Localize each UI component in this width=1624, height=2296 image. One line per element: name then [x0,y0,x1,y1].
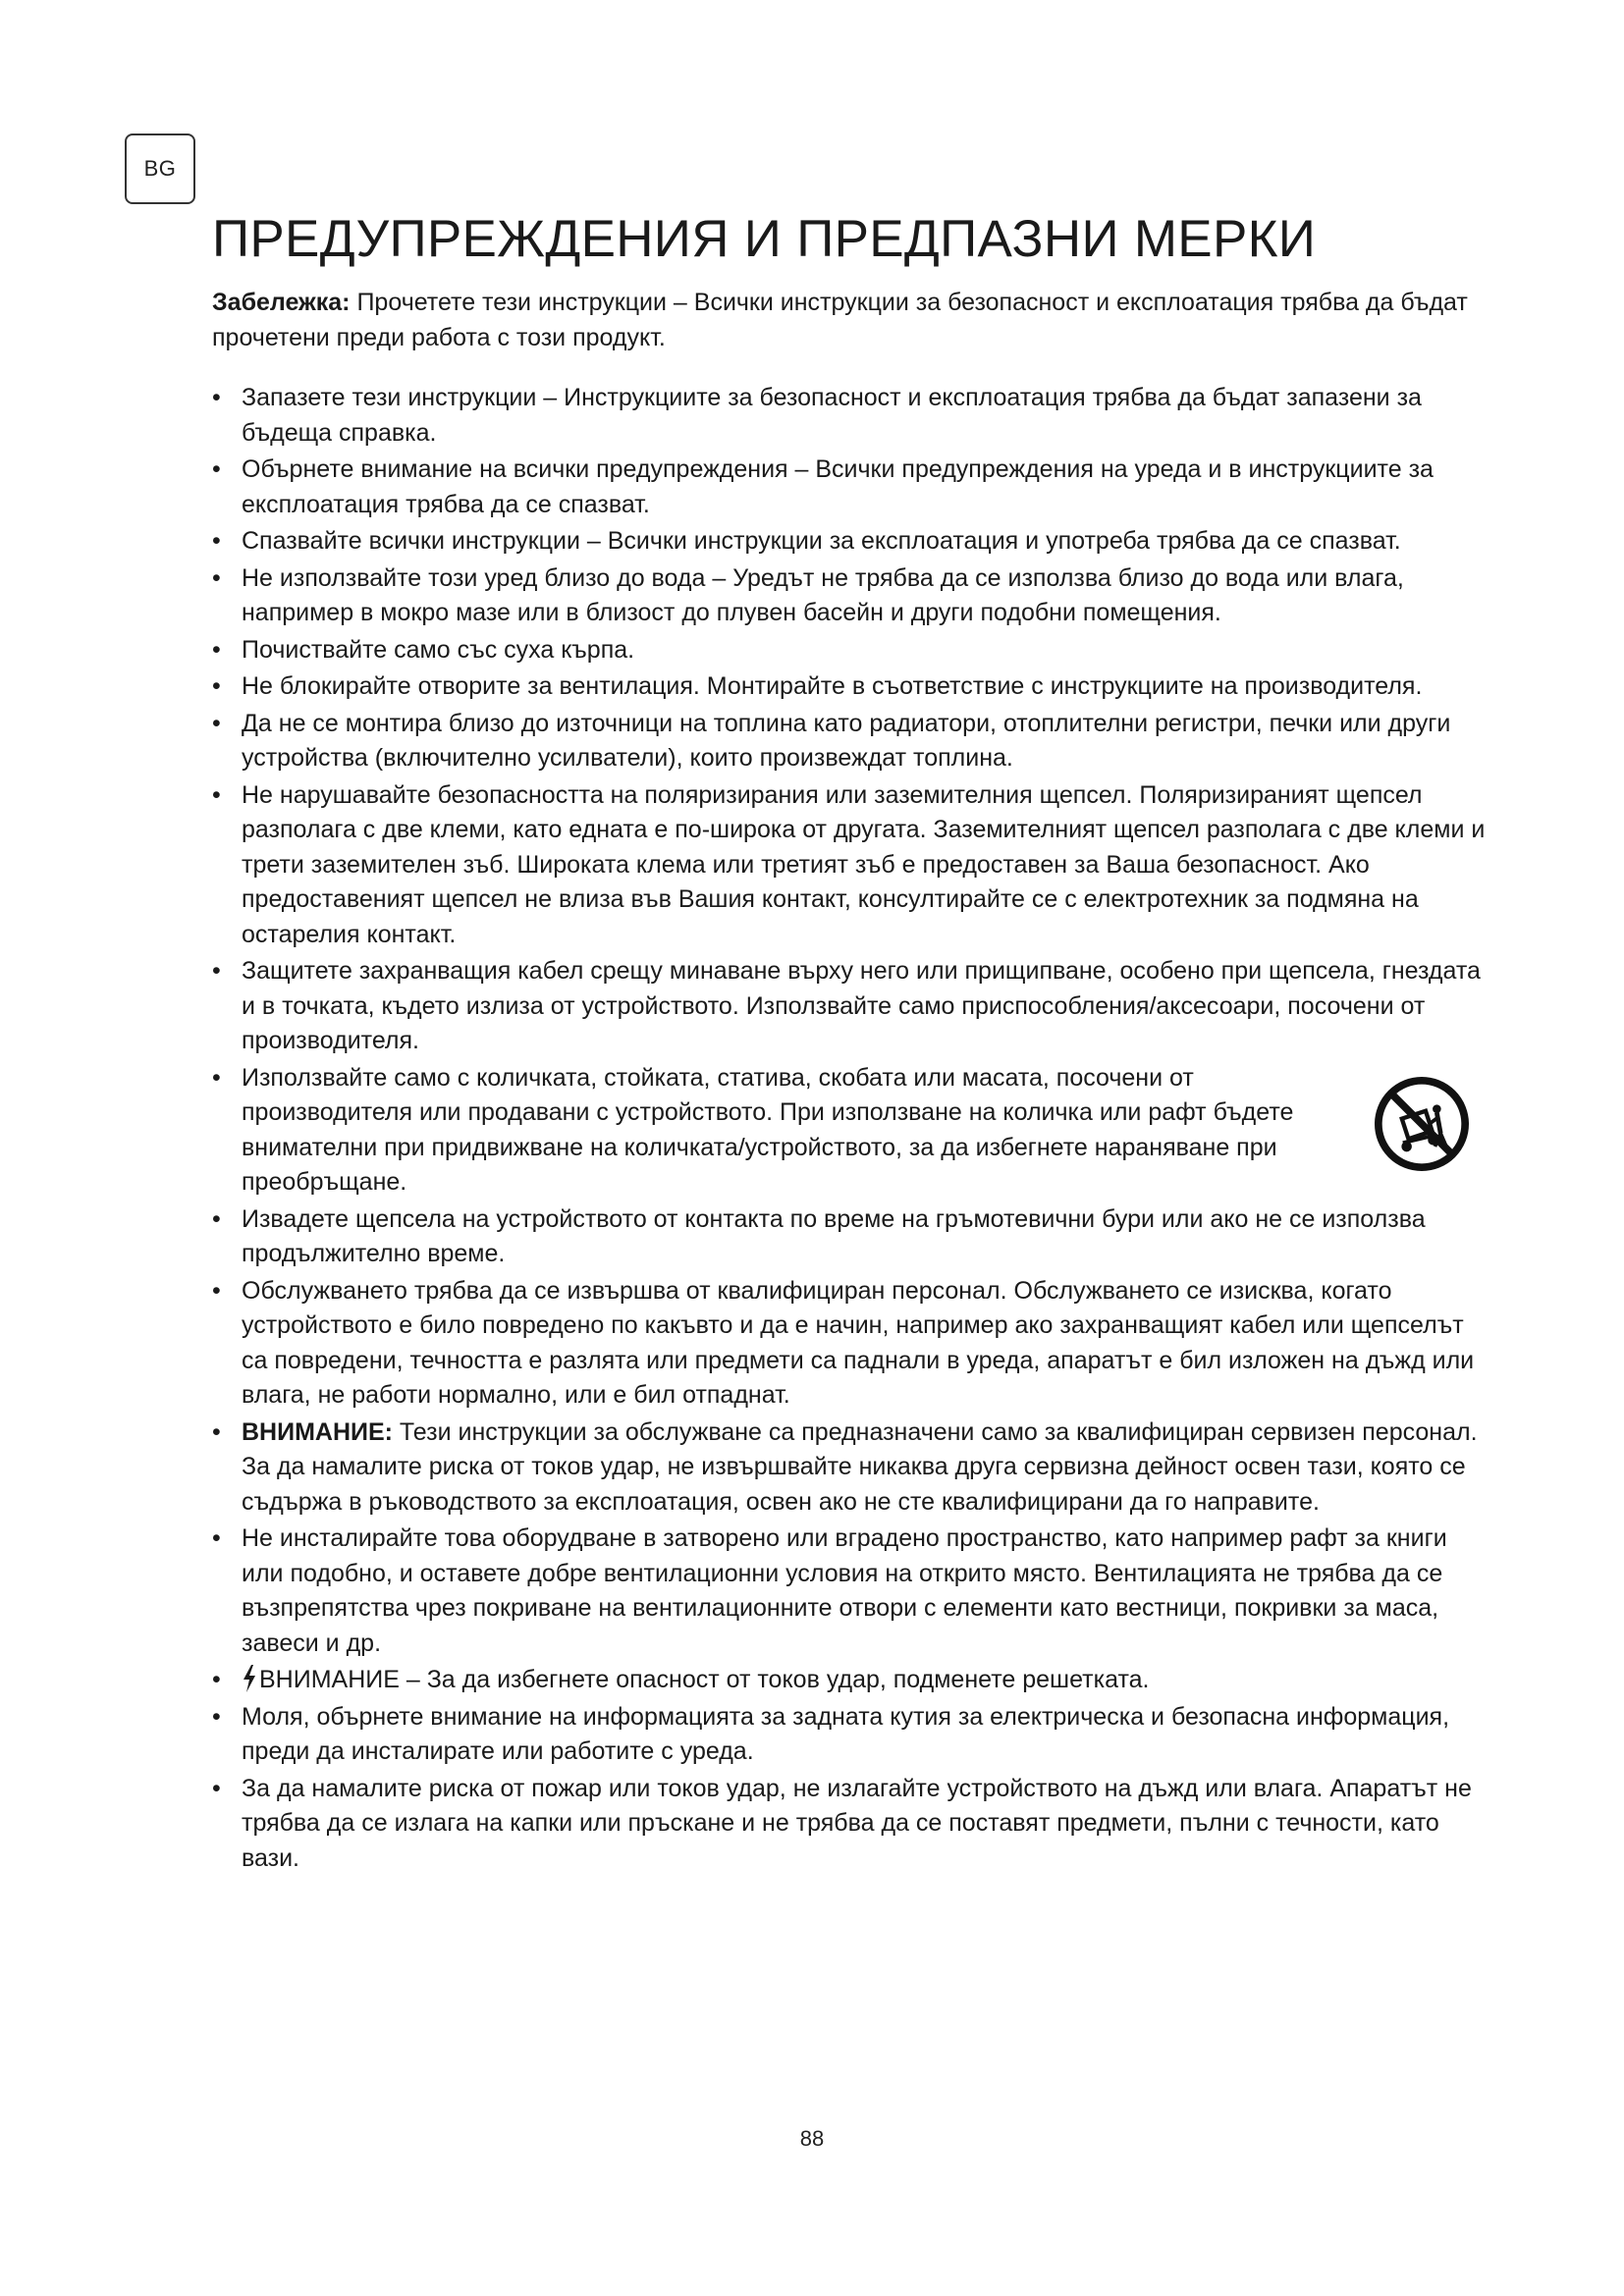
list-item [212,561,1489,631]
list-item-warning [212,1415,1489,1521]
list-item [212,1202,1489,1272]
list-item-text: Моля, обърнете внимание на информацията за задната кутия за електрическа и безопасна информация, преди да инсталирате или работите с уреда. [242,1702,1450,1765]
list-item-text: Защитете захранващия кабел срещу минаване върху него или прищипване, особено при щепсела, гнездата и в точката, където излиза от устройството. Използвайте само приспособления/аксесоари, посочени от производителя. [242,957,1481,1054]
list-item-text: Не нарушавайте безопасността на поляризирания или заземителния щепсел. Поляризираният щепсел разполага с две клеми, като едната е по-широка от другата. Заземителният щепсел разполага с две клеми и трети заземителен зъб. Широката клема или третият зъб е предоставен за Ваша безопасност. Ако предоставеният щепсел не влиза във Вашия контакт, консултирайте се с електротехник за подмяна на остарелия контакт. [242,780,1486,948]
bullet-icon: • [212,1702,221,1731]
bullet-icon: • [212,563,221,592]
bullet-icon: • [212,709,221,737]
list-item [212,381,1489,451]
cart-tip-over-warning-icon [1375,1077,1469,1171]
list-item [212,954,1489,1059]
list-item-text: Обслужването трябва да се извършва от квалифициран персонал. Обслужването се изисква, когато устройството е било повредено по какъвто и да е начин, например ако захранващият кабел или щепселът са повредени, течността е разлята или предмети са паднали в уреда, апаратът е бил изложен на дъжд или влага, не работи нормално, или е бил отпаднат. [242,1276,1475,1409]
list-item-text: Обърнете внимание на всички предупреждения – Всички предупреждения на уреда и в инструкциите за експлоатация трябва да се спазват. [242,455,1434,518]
language-badge: BG [125,133,195,204]
list-item [212,1772,1489,1877]
list-item [212,524,1489,560]
shock-warning-label: ВНИМАНИЕ – [259,1666,420,1693]
bullet-icon: • [212,1774,221,1802]
bullet-icon: • [212,957,221,985]
safety-instructions-list [212,381,1489,1876]
list-item-text: Запазете тези инструкции – Инструкциите за безопасност и експлоатация трябва да бъдат запазени за бъдеща справка. [242,384,1422,447]
list-item-cart [212,1061,1489,1201]
note-label: Забележка: [212,289,351,316]
list-item-text: Не блокирайте отворите за вентилация. Монтирайте в съответствие с инструкциите на производителя. [242,672,1423,700]
bullet-icon: • [212,1063,221,1092]
list-item [212,1522,1489,1661]
bullet-icon: • [212,527,221,555]
list-item-text: Спазвайте всички инструкции – Всички инструкции за експлоатация и употреба трябва да се спазват. [242,527,1401,555]
main-content [212,208,1489,1878]
list-item-text: Не използвайте този уред близо до вода – Уредът не трябва да се използва близо до вода или влага, например в мокро мазе или в близост до плувен басейн и други подобни помещения. [242,563,1404,626]
list-item-text: Извадете щепсела на устройството от контакта по време на гръмотевични бури или ако не се използва продължително време. [242,1204,1426,1267]
bullet-icon: • [212,1276,221,1305]
page-title: ПРЕДУПРЕЖДЕНИЯ И ПРЕДПАЗНИ МЕРКИ [212,210,1317,268]
list-item-text: Използвайте само с количката, стойката, статива, скобата или масата, посочени от производителя или продавани с устройството. При използване на количка или рафт бъдете внимателни при придвижване на количката/устройството, за да избегнете нараняване при преобръщане. [242,1063,1294,1196]
list-item-text: Не инсталирайте това оборудване в затворено или вградено пространство, като например рафт за книги или подобно, и оставете добре вентилационни условия на открито място. Вентилацията не трябва да се възпрепятства чрез покриване на вентилационните отвори с елементи като вестници, покривки за маса, завеси и др. [242,1524,1447,1657]
bullet-icon: • [212,1417,221,1446]
bullet-icon: • [212,1666,221,1693]
list-item-shock-warning [212,1663,1489,1698]
warning-text: Тези инструкции за обслужване са предназначени само за квалифициран сервизен персонал. За да намалите риска от токов удар, не извършвайте никаква друга сервизна дейност освен тази, която се съдържа в ръководството за експлоатация, освен ако не сте квалифицирани да го направите. [242,1417,1478,1516]
bullet-icon: • [212,780,221,809]
list-item [212,1274,1489,1414]
list-item [212,707,1489,776]
bullet-icon: • [212,635,221,664]
list-item [212,669,1489,705]
list-item-text: Почиствайте само със суха кърпа. [242,635,635,664]
list-item [212,1700,1489,1770]
bullet-icon: • [212,1204,221,1233]
bullet-icon: • [212,455,221,483]
page-number: 88 [799,2126,825,2151]
list-item [212,778,1489,953]
bullet-icon: • [212,672,221,700]
lightning-bolt-icon [242,1665,257,1692]
shock-warning-text: За да избегнете опасност от токов удар, подменете решетката. [419,1666,1150,1693]
bullet-icon: • [212,384,221,411]
bullet-icon: • [212,1524,221,1552]
warning-label: ВНИМАНИЕ: [242,1417,393,1446]
list-item-text: За да намалите риска от пожар или токов удар, не излагайте устройството на дъжд или влага. Апаратът не трябва да се излага на капки или пръскане и не трябва да се поставят предмети, пълни с течности, като вази. [242,1774,1472,1872]
note-text: Прочетете тези инструкции – Всички инструкции за безопасност и експлоатация трябва да бъдат прочетени преди работа с този продукт. [212,289,1468,351]
list-item-text: Да не се монтира близо до източници на топлина като радиатори, отоплителни регистри, печки или други устройства (включително усилватели), които произвеждат топлина. [242,709,1451,772]
intro-note [212,285,1489,355]
list-item [212,453,1489,522]
list-item [212,633,1489,668]
